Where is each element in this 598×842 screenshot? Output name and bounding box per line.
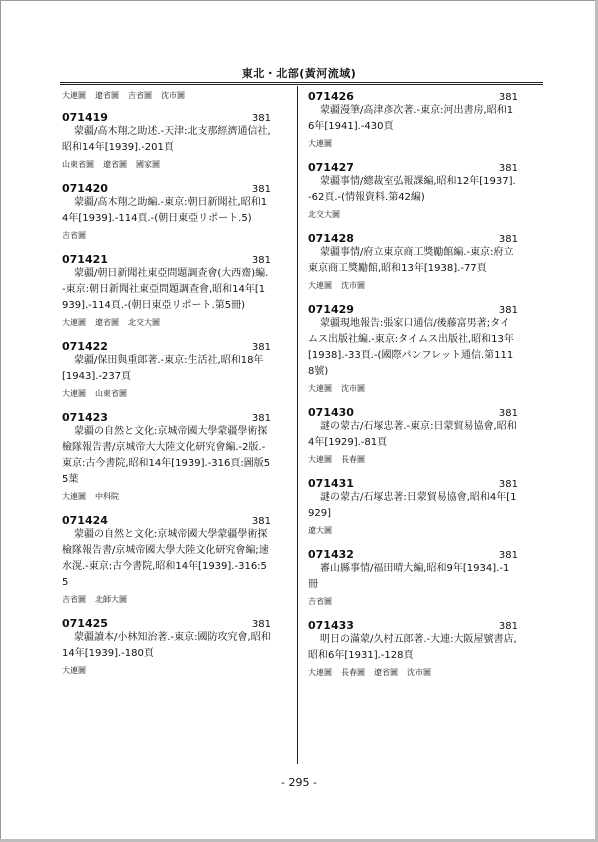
library-tag: 沈市圖: [341, 384, 365, 393]
library-tag: 大連圖: [308, 668, 332, 677]
library-tag: 大連圖: [308, 384, 332, 393]
library-list: [62, 229, 271, 243]
entry-description: 謎の蒙古/石塚忠著:日蒙貿易協會,昭和4年[1929]: [308, 492, 517, 519]
entry-description: 謎の蒙古/石塚忠著.-東京:日蒙貿易協會,昭和4年[1929].-81頁: [308, 421, 517, 448]
classification-code: 381: [251, 516, 271, 527]
catalog-entry: [62, 514, 271, 607]
library-list: [308, 137, 518, 151]
catalog-entry: [308, 548, 518, 609]
classification-code: 381: [498, 479, 518, 490]
continued-library-list: [62, 90, 271, 102]
entry-number: 071428: [308, 232, 354, 245]
entry-number: 071427: [308, 161, 354, 174]
catalog-entry: [308, 232, 518, 293]
library-list: [308, 382, 518, 396]
catalog-entry: [308, 619, 518, 680]
library-tag: 北交大圖: [308, 210, 340, 219]
classification-code: 381: [251, 619, 271, 630]
entry-number: 071419: [62, 111, 108, 124]
library-tag: 大連圖: [62, 666, 86, 675]
library-tag: 大連圖: [62, 91, 86, 100]
catalog-entry: [62, 182, 271, 243]
classification-code: 381: [498, 163, 518, 174]
library-tag: 大連圖: [62, 318, 86, 327]
library-list: [308, 524, 518, 538]
library-tag: 遼大圖: [308, 526, 332, 535]
library-list: [308, 666, 518, 680]
classification-code: 381: [251, 184, 271, 195]
classification-code: 381: [498, 305, 518, 316]
library-list: [62, 316, 271, 330]
library-tag: 國家圖: [136, 160, 160, 169]
entry-number: 071421: [62, 253, 108, 266]
catalog-entry: [62, 111, 271, 172]
library-list: [62, 593, 271, 607]
classification-code: 381: [498, 92, 518, 103]
entry-description: 蒙疆の自然と文化:京城帝國大學蒙疆學術探檢隊報告書/京城帝國大學大陸文化研究會編;速水滉.-東京:古今書院,昭和14年[1939].-316:55: [62, 529, 269, 588]
entry-description: 蒙疆事情/府立東京商工獎勵館編.-東京:府立東京商工獎勵館,昭和13年[1938].-77頁: [308, 247, 514, 274]
classification-code: 381: [498, 234, 518, 245]
header-rule: [60, 82, 543, 83]
library-tag: 吉省圖: [62, 595, 86, 604]
library-tag: 北師大圖: [95, 595, 127, 604]
entry-number: 071424: [62, 514, 108, 527]
catalog-entry: [308, 90, 518, 151]
entry-number: 071426: [308, 90, 354, 103]
entry-description: 審山縣事情/福田晴大編,昭和9年[1934].-1冊: [308, 563, 510, 590]
library-tag: 遼省圖: [95, 318, 119, 327]
column-divider: [297, 86, 298, 764]
left-column: [62, 90, 271, 688]
entry-number: 071431: [308, 477, 354, 490]
catalog-entry: [62, 340, 271, 401]
library-tag: 大連圖: [308, 139, 332, 148]
classification-code: 381: [498, 408, 518, 419]
library-tag: 大連圖: [308, 455, 332, 464]
entry-number: 071422: [62, 340, 108, 353]
library-tag: 大連圖: [308, 281, 332, 290]
entry-description: 蒙疆/朝日新聞社東亞問題調查會(大西齋)編.-東京:朝日新聞社東亞問題調查會,昭和14年[1939].-114頁.-(朝日東亞リポート.第5冊): [62, 268, 269, 311]
library-list: [308, 208, 518, 222]
library-tag: 沈市圖: [407, 668, 431, 677]
library-tag: 中科院: [95, 492, 119, 501]
entry-number: 071430: [308, 406, 354, 419]
entry-description: 蒙疆/高木翔之助編.-東京:朝日新聞社,昭和14年[1939].-114頁.-(朝日東亞リポート.5): [62, 197, 268, 224]
entry-description: 蒙疆現地報告:張家口通信/後藤富男著;タイムス出版社編.-東京:タイムス出版社,昭和13年[1938].-33頁.-(國際パンフレット通信.第1118號): [308, 318, 514, 377]
entry-number: 071425: [62, 617, 108, 630]
entry-description: 蒙疆/高木翔之助述.-天津:北支那經濟通信社,昭和14年[1939].-201頁: [62, 126, 271, 153]
library-tag: 山東省圖: [95, 389, 127, 398]
library-tag: 遼省圖: [103, 160, 127, 169]
library-tag: 長春圖: [341, 455, 365, 464]
library-tag: 吉省圖: [128, 91, 152, 100]
entry-description: 蒙疆漫筆/高津彥次著.-東京:河出書房,昭和16年[1941].-430頁: [308, 105, 514, 132]
entry-description: 蒙疆の自然と文化:京城帝國大學蒙疆學術探檢隊報告書/京城帝大大陸文化研究會編.-2版.-東京:古今書院,昭和14年[1939].-316頁:圖版55葉: [62, 426, 271, 485]
catalog-entry: [62, 617, 271, 678]
library-list: [62, 664, 271, 678]
library-tag: 大連圖: [62, 492, 86, 501]
classification-code: 381: [251, 255, 271, 266]
library-tag: 沈市圖: [341, 281, 365, 290]
page-header-title: 東北・北部(黃河流域): [241, 67, 357, 80]
entry-number: 071423: [62, 411, 108, 424]
entry-description: 蒙疆/保田與重郎著.-東京:生活社,昭和18年[1943].-237頁: [62, 355, 264, 382]
entry-number: 071432: [308, 548, 354, 561]
catalog-entry: [308, 406, 518, 467]
library-tag: 長春圖: [341, 668, 365, 677]
library-list: [62, 158, 271, 172]
entry-number: 071420: [62, 182, 108, 195]
entry-description: 明日の滿蒙/久村五郎著.-大連:大阪屋號書店,昭和6年[1931].-128頁: [308, 634, 517, 661]
library-tag: 大連圖: [62, 389, 86, 398]
library-tag: 吉省圖: [62, 231, 86, 240]
catalog-entry: [308, 303, 518, 396]
library-tag: 吉省圖: [308, 597, 332, 606]
classification-code: 381: [498, 550, 518, 561]
library-tag: 沈市圖: [161, 91, 185, 100]
classification-code: 381: [251, 113, 271, 124]
library-tag: 山東省圖: [62, 160, 94, 169]
entry-number: 071429: [308, 303, 354, 316]
catalog-entry: [308, 477, 518, 538]
classification-code: 381: [251, 413, 271, 424]
library-tag: 遼省圖: [374, 668, 398, 677]
library-tag: 遼省圖: [95, 91, 119, 100]
page-number: - 295 -: [281, 776, 317, 789]
library-list: [308, 595, 518, 609]
classification-code: 381: [498, 621, 518, 632]
entry-description: 蒙疆讀本/小林知治著.-東京:國防攻究會,昭和14年[1939].-180頁: [62, 632, 271, 659]
catalog-entry: [62, 411, 271, 504]
catalog-entry: [62, 253, 271, 330]
library-list: [308, 279, 518, 293]
library-tag: 北交大圖: [128, 318, 160, 327]
catalog-entry: [308, 161, 518, 222]
header-rule-double: [60, 84, 543, 85]
library-list: [62, 387, 271, 401]
library-list: [62, 490, 271, 504]
entry-description: 蒙疆事情/總裁室弘報課編,昭和12年[1937].-62頁.-(情報資料.第42編): [308, 176, 516, 203]
entry-number: 071433: [308, 619, 354, 632]
classification-code: 381: [251, 342, 271, 353]
right-column: [308, 90, 518, 690]
library-list: [308, 453, 518, 467]
